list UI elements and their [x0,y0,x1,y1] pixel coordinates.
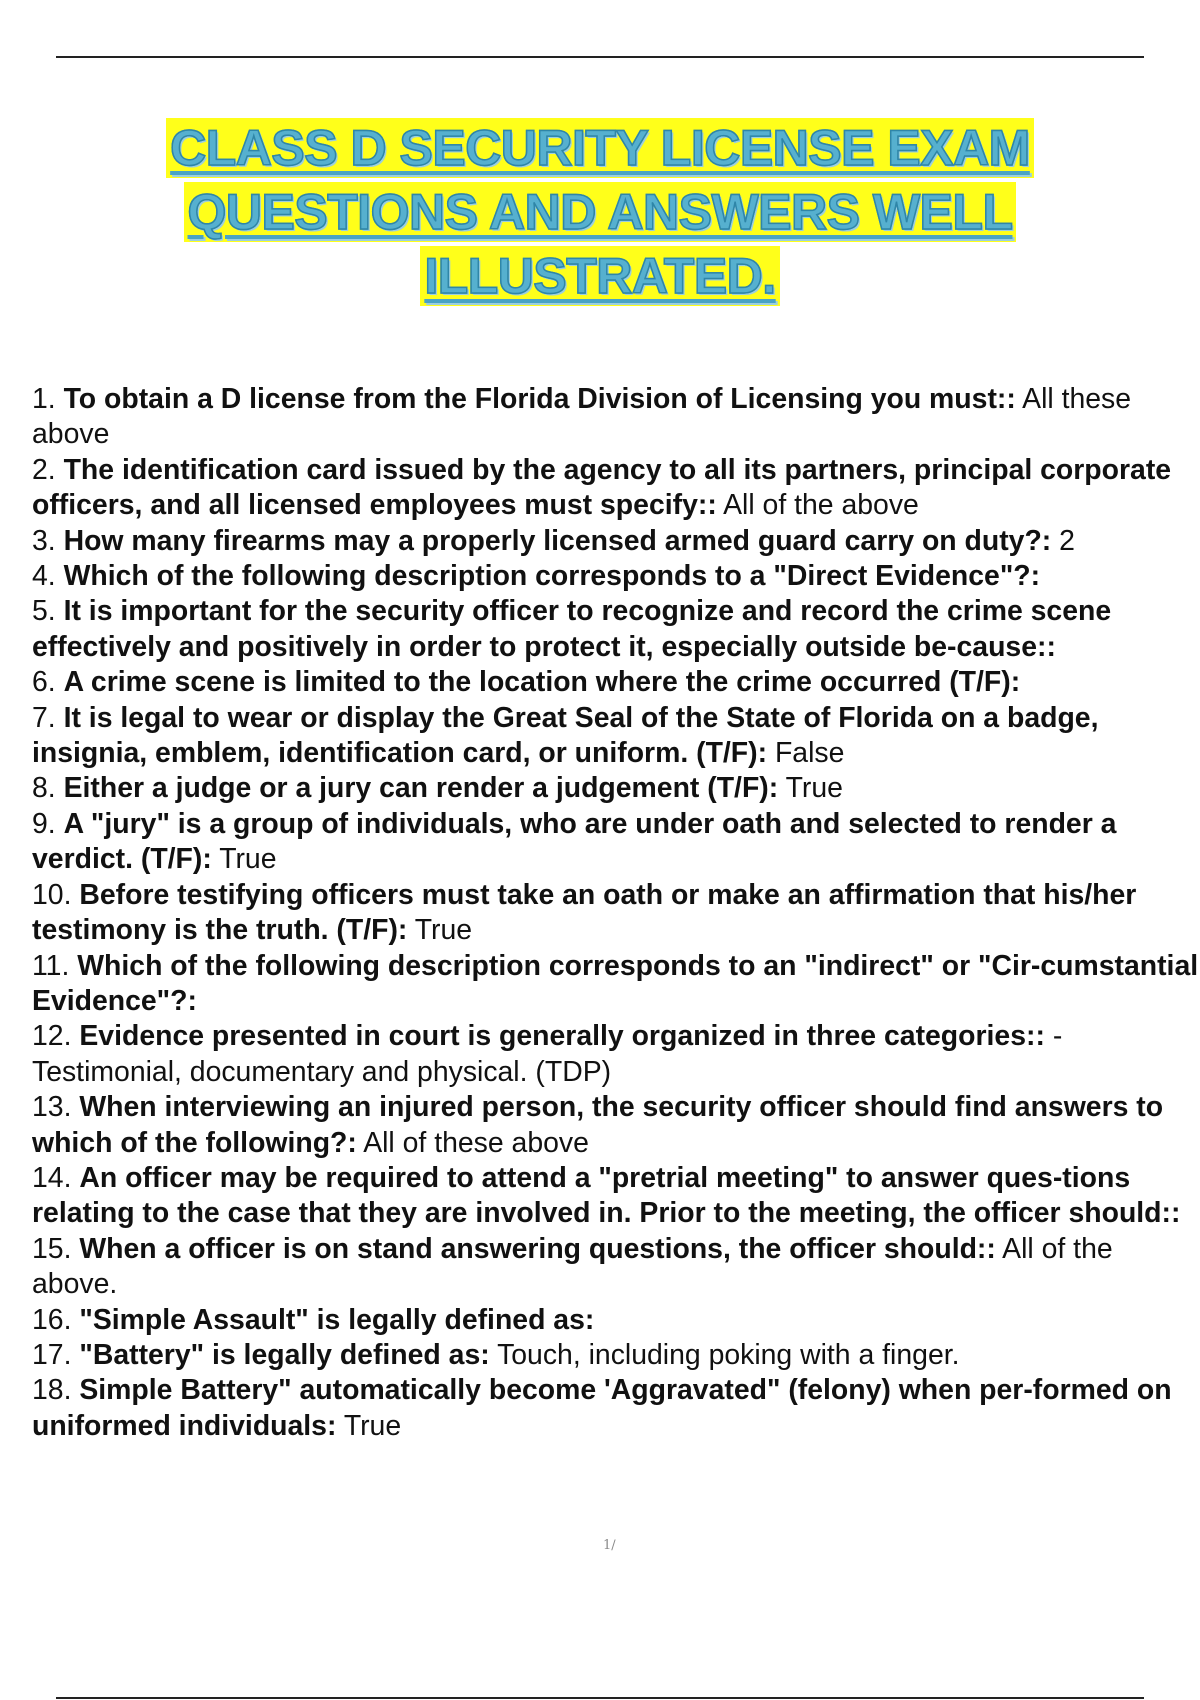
question-number: 5. [32,595,56,628]
answer-text: Touch, including poking with a finger. [497,1338,960,1371]
title-line-3: ILLUSTRATED. [420,246,779,306]
question-number: 11. [32,949,70,982]
question-number: 13. [32,1091,72,1124]
question-number: 2. [32,453,56,486]
title-line-2: QUESTIONS AND ANSWERS WELL [184,182,1017,242]
question-item [32,1303,1200,1338]
question-number: 3. [32,524,56,557]
question-item [32,559,1200,594]
document-title [0,118,1200,310]
question-number: 9. [32,807,56,840]
question-item [32,665,1200,700]
answer-text: True [414,914,473,947]
question-text: Evidence presented in court is generally organized in three categories:: [79,1020,1045,1053]
question-item [32,807,1200,878]
question-text: A "jury" is a group of individuals, who are under oath and selected to render a verdict. (T/F): [32,807,1117,876]
question-number: 8. [32,772,56,805]
question-number: 17. [32,1338,72,1371]
page-number: 1/ [603,1538,616,1553]
answer-text: All of these above [363,1126,589,1159]
question-text: Before testifying officers must take an oath or make an affirmation that his/her testimony is the truth. (T/F): [32,878,1137,947]
question-text: Which of the following description corresponds to an "indirect" or "Cir-cumstantial Evidence"?: [32,949,1199,1017]
answer-text: 2 [1059,524,1075,557]
question-text: Simple Battery" automatically become 'Aggravated" (felony) when per-formed on uniformed individuals: [32,1374,1172,1442]
question-text: To obtain a D license from the Florida Division of Licensing you must:: [63,383,1016,415]
question-item [32,878,1200,949]
question-number: 14. [32,1161,72,1194]
question-text: When a officer is on stand answering questions, the officer should:: [79,1232,996,1265]
bottom-rule [56,1697,1144,1699]
question-text: The identification card issued by the agency to all its partners, principal corporate officers, and all licensed employees must specify:: [32,453,1172,522]
question-number: 12. [32,1020,72,1053]
question-text: How many firearms may a properly licensed armed guard carry on duty?: [63,524,1052,557]
answer-text: All of the above. [32,1232,1113,1301]
question-item [32,382,1200,453]
question-text: "Battery" is legally defined as: [79,1338,490,1371]
top-rule [56,56,1144,58]
question-text: A crime scene is limited to the location where the crime occurred (T/F): [63,666,1021,699]
question-list [32,382,1200,1444]
question-item [32,453,1200,524]
question-item [32,1161,1200,1232]
question-number: 15. [32,1232,72,1265]
question-number: 18. [32,1374,72,1407]
question-text: It is legal to wear or display the Great Seal of the State of Florida on a badge, insignia, emblem, identification card, or uniform. (T/F): [32,701,1099,770]
question-text: "Simple Assault" is legally defined as: [79,1303,595,1336]
question-number: 10. [32,878,72,911]
question-item [32,524,1200,559]
answer-text: False [774,737,845,770]
answer-text: -Testimonial, documentary and physical. (TDP) [32,1020,1063,1088]
question-number: 4. [32,560,56,593]
question-text: Either a judge or a jury can render a judgement (T/F): [63,772,779,805]
question-text: It is important for the security officer to recognize and record the crime scene effectively and positively in order to protect it, especially outside be-cause:: [32,595,1112,663]
question-item [32,594,1200,665]
question-item [32,701,1200,772]
answer-text: True [343,1409,402,1442]
question-item [32,1373,1200,1444]
question-text: When interviewing an injured person, the security officer should find answers to which of the following?: [32,1091,1164,1159]
question-item [32,771,1200,806]
question-item [32,1232,1200,1303]
question-text: An officer may be required to attend a "pretrial meeting" to answer ques-tions relating to the case that they are involved in. Prior to the meeting, the officer should:: [32,1161,1181,1230]
question-number: 1. [32,383,56,415]
question-item [32,1090,1200,1161]
question-text: Which of the following description corresponds to a "Direct Evidence"?: [63,560,1041,593]
answer-text: All of the above [723,489,919,522]
question-item [32,949,1200,1020]
question-number: 7. [32,701,56,734]
question-number: 6. [32,666,56,699]
question-item [32,1019,1200,1090]
answer-text: All these above [32,383,1132,451]
title-line-1: CLASS D SECURITY LICENSE EXAM [166,118,1034,178]
answer-text: True [219,843,277,876]
question-item [32,1338,1200,1373]
question-number: 16. [32,1303,72,1336]
answer-text: True [785,772,843,805]
